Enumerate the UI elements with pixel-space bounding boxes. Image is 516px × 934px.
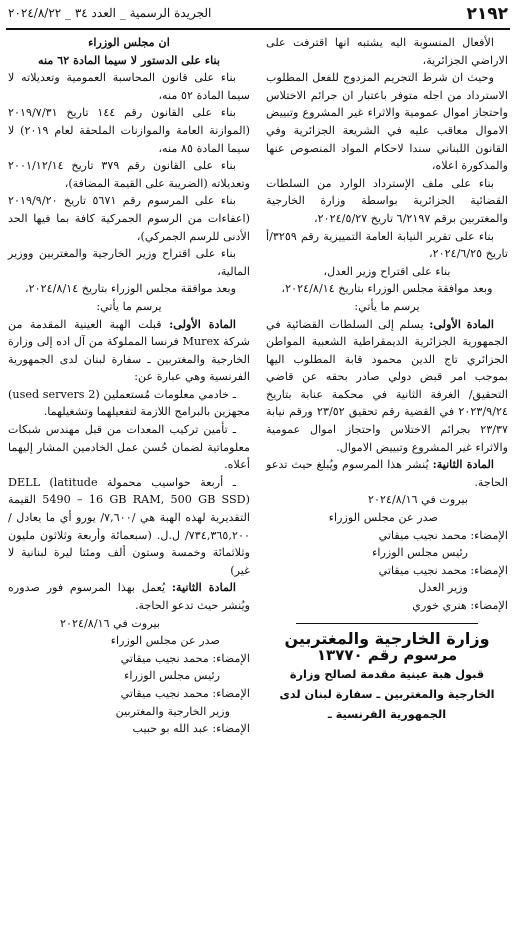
paragraph: وبعد موافقة مجلس الوزراء بتاريخ ٢٠٢٤/٨/١٤، [25,282,236,296]
article-text: يُعمل بهذا المرسوم فور صدوره ويُنشر حيث تدعو الحاجة. [8,581,250,612]
article-2 [8,579,250,614]
article-text: يسلم إلى السلطات القضائية في الجمهورية الجزائرية الديمقراطية الشعبية المواطن الجزائري تاج الدين محمود قابة المطلوب اليها بموجب امر قبض دولي صادر بحقه عن قاضي التحقيق/ الغرفة الثانية في محكمة عنابة بتاريخ ٢٠٢٣/٩/٢٤ في القضية رقم تحقيق ٢٣/٥٢ ورقم نيابة ٢٣/٣٧ بجرائم الاختلاس واحتجاز اموال عمومية والاثراء غير المشروع وتبييض الاموال. [266,317,508,454]
signature-line: صدر عن مجلس الوزراء [110,634,220,648]
date-line: بيروت في ٢٠٢٤/٨/١٦ [60,616,160,630]
paragraph: بناء على القانون رقم ١٤٤ تاريخ ٢٠١٩/٧/٣١ (الموازنة العامة والموازنات الملحقة لعام ٢٠١٩) لا سيما المادة ٨٥ منه، [8,106,250,155]
paragraph: بناء على اقتراح وزير العدل، [323,264,451,278]
article-1 [266,316,508,457]
paragraph: وحيث ان شرط التجريم المزدوج للفعل المطلوب الاسترداد من اجله متوفر باعتبار ان جرائم الاختلاس واحتجاز اموال عمومية والاثراء غير المشروع وتبييض الاموال معاقب عليه في الشريعة الجزائرية وفي القانون اللبناني سندا لاحكام المواد المنصوص عنها والمذكورة اعلاه، [266,71,508,173]
paragraph: يرسم ما يأتي: [354,299,420,313]
decree-title: قبول هبة عينية مقدمة لصالح وزارة الخارجية والمغتربين ـ سفارة لبنان لدى الجمهورية الفرنسية ـ [279,667,495,721]
paragraph: وبعد موافقة مجلس الوزراء بتاريخ ٢٠٢٤/٨/١٤، [281,282,493,296]
signature-line: صدر عن مجلس الوزراء [328,511,438,525]
article-1 [8,316,250,386]
paragraph: بناء على القانون رقم ٣٧٩ تاريخ ٢٠٠١/١٢/١٤ وتعديلاته (الضريبة على القيمة المضافة)، [8,159,250,190]
journal-info: الجريدة الرسمية _ العدد ٣٤ _ ٢٠٢٤/٨/٢٢ [8,6,212,20]
date-line: بيروت في ٢٠٢٤/٨/١٦ [368,493,468,507]
signature-line: وزير الخارجية والمغتربين [115,704,230,718]
article-label: المادة الثانية: [171,580,236,595]
signature-line: الإمضاء: محمد نجيب ميقاتي [120,651,250,665]
signature-line: رئيس مجلس الوزراء [372,546,468,560]
list-item: ـ أربعة حواسيب محمولة DELL (latitude 5490 – 16 GB RAM, 500 GB SSD) القيمة التقديرية لهذه الهبة هي /٧,٦٠٠/ يورو أي ما يعادل /٧٣٤,٣٦٥,٢٠٠/ ل.ل. (سبعمائة وأربعة وثلاثون مليون وثلاثمائة وخمسة وستون ألف ومئتا ليرة لبنانية لا غير) [8,475,251,577]
section-heading: ان مجلس الوزراء [88,35,170,49]
section-divider [296,623,478,624]
left-column [8,34,250,738]
header-rule [6,28,510,30]
paragraph: بناء على قانون المحاسبة العمومية وتعديلاته لا سيما المادة ٥٢ منه، [8,71,250,102]
paragraph: يرسم ما يأتي: [96,299,162,313]
page-number: ٢١٩٢ [466,4,508,24]
list-item: ـ خادمي معلومات مُستعملين (2 used servers) مجهزين بالبرامج اللازمة لتفعيلهما وتشغيلهما. [8,387,250,419]
paragraph: الأفعال المنسوبة اليه يشتبه انها اقترفت على الاراضي الجزائرية، [266,36,508,67]
paragraph: بناء على اقتراح وزير الخارجية والمغتربين ووزير المالية، [8,247,250,278]
article-text: يُنشر هذا المرسوم ويُبلغ حيث تدعو الحاجة. [266,458,508,489]
signature-line: الإمضاء: عبد الله بو حبيب [132,722,250,736]
article-text: قبلت الهبة العينية المقدمة من شركة Murex فرنسا المملوكة من آل اده إلى وزارة الخارجية والمغتربين ـ سفارة لبنان لدى الجمهورية الفرنسية وهي عبارة عن: [8,317,250,384]
signature-line: رئيس مجلس الوزراء [124,669,220,683]
signature-line: الإمضاء: محمد نجيب ميقاتي [120,686,250,700]
ministry-heading: وزارة الخارجية والمغتربين [284,628,490,648]
signature-line: الإمضاء: محمد نجيب ميقاتي [378,563,508,577]
paragraph: بناء على ملف الإسترداد الوارد من السلطات القضائية الجزائرية بواسطة وزارة الخارجية والمغتربين برقم ٦/٢١٩٧ تاريخ ٢٠٢٤/٥/٢٧، [266,176,508,225]
paragraph: بناء على تقرير النيابة العامة التمييزية رقم ٣٢٥٩/أ تاريخ ٢٠٢٤/٦/٢٥، [266,229,508,261]
decree-number: مرسوم رقم ١٣٧٧٠ [316,646,458,665]
article-2 [266,456,508,491]
paragraph: بناء على المرسوم رقم ٥٦٧١ تاريخ ٢٠١٩/٩/٢٠ (اعفاءات من الرسوم الجمركية كافة بما فيها الحد الأدنى للرسم الجمركي)، [8,194,250,243]
article-label: المادة الأولى: [429,316,495,331]
list-item: ـ تأمين تركيب المعدات من قبل مهندس شبكات معلوماتية لضمان حُسن عمل الخادمين المشار إليهما أعلاه. [8,423,250,472]
signature-line: الإمضاء: محمد نجيب ميقاتي [378,528,508,542]
page-header [0,0,516,30]
article-label: المادة الأولى: [169,316,236,331]
right-column [266,34,508,725]
section-heading: بناء على الدستور لا سيما المادة ٦٢ منه [37,52,221,67]
signature-line: الإمضاء: هنري خوري [412,599,508,612]
signature-line: وزير العدل [418,581,468,595]
article-label: المادة الثانية: [432,457,494,472]
